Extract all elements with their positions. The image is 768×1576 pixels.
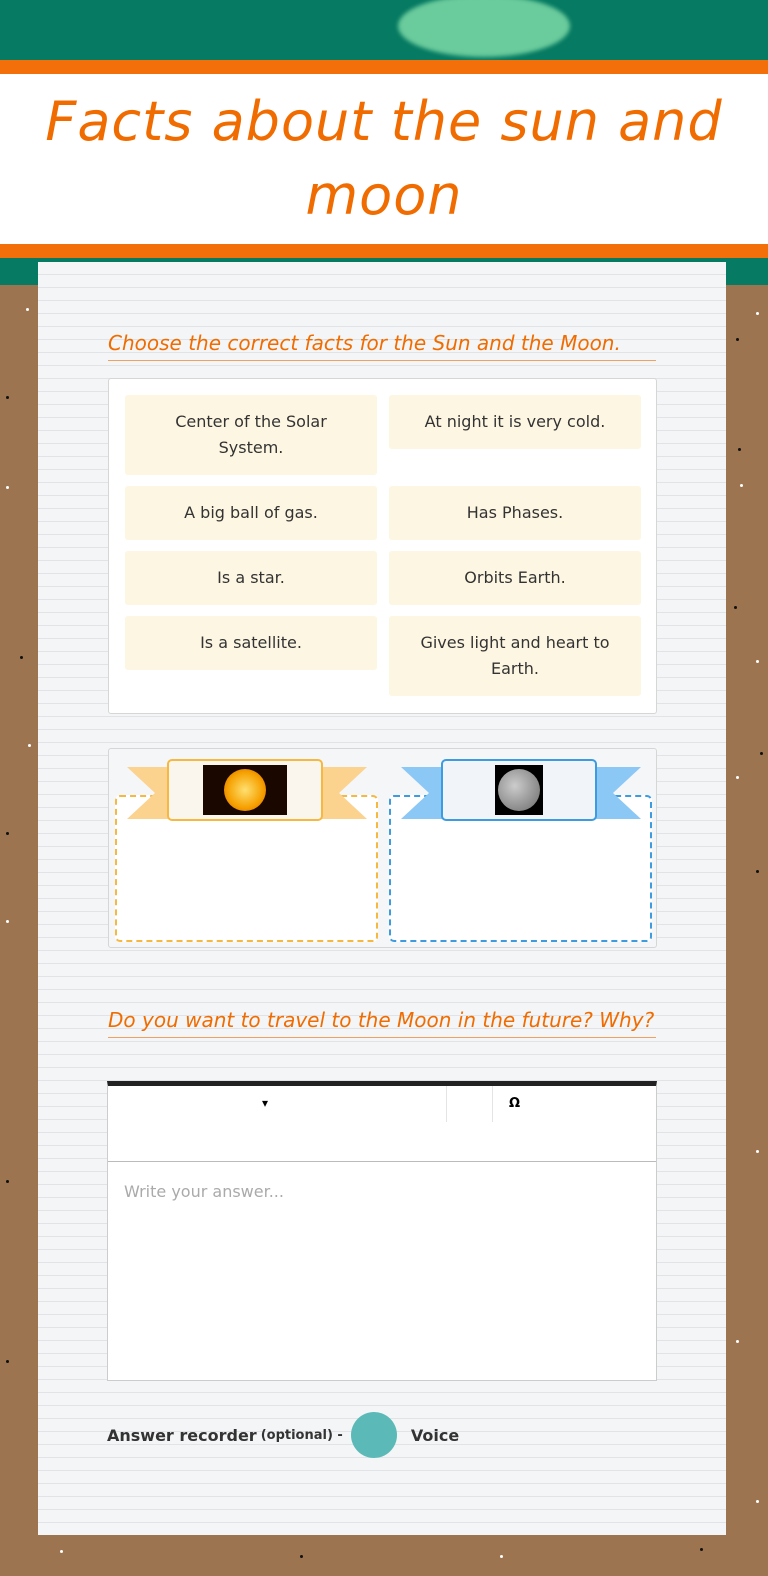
draggable-card[interactable]: Gives light and heart to Earth.	[389, 616, 641, 696]
decorative-dot	[20, 656, 23, 659]
sun-image	[203, 765, 287, 815]
decorative-dot	[756, 1500, 759, 1503]
question-prompt: Choose the correct facts for the Sun and the Moon.	[108, 332, 656, 361]
decorative-dot	[736, 1340, 739, 1343]
recorder-label: Answer recorder	[107, 1425, 257, 1445]
moon-image	[495, 765, 543, 815]
answer-input[interactable]: Write your answer...	[124, 1182, 284, 1201]
moon-category-label	[441, 759, 597, 821]
answer-recorder	[107, 1412, 459, 1458]
draggable-card[interactable]: A big ball of gas.	[125, 486, 377, 540]
decorative-dot	[736, 338, 739, 341]
decorative-dot	[756, 660, 759, 663]
title-box	[0, 74, 768, 244]
decorative-dot	[700, 1548, 703, 1551]
draggable-card[interactable]: Orbits Earth.	[389, 551, 641, 605]
recorder-optional: (optional) -	[260, 1427, 343, 1443]
decorative-dot	[6, 832, 9, 835]
dropdown-arrow-icon[interactable]: ▾	[262, 1096, 269, 1110]
decorative-dot	[738, 448, 741, 451]
decorative-dot	[736, 776, 739, 779]
draggable-card[interactable]: At night it is very cold.	[389, 395, 641, 449]
sun-category-label	[167, 759, 323, 821]
record-button[interactable]	[351, 1412, 397, 1458]
decorative-dot	[6, 486, 9, 489]
decorative-dot	[734, 606, 737, 609]
draggable-card[interactable]: Is a star.	[125, 551, 377, 605]
decorative-dot	[6, 1180, 9, 1183]
decorative-dot	[60, 1550, 63, 1553]
draggable-card[interactable]: Is a satellite.	[125, 616, 377, 670]
decorative-dot	[28, 744, 31, 747]
decorative-dot	[756, 312, 759, 315]
answer-editor	[107, 1081, 657, 1381]
decorative-dot	[6, 1360, 9, 1363]
cards-bank	[108, 378, 657, 714]
decorative-dot	[760, 752, 763, 755]
decorative-dot	[26, 308, 29, 311]
question-prompt: Do you want to travel to the Moon in the future? Why?	[108, 1009, 656, 1038]
page-title: Facts about the sun and moon	[45, 90, 723, 227]
sort-area	[108, 748, 657, 948]
special-character-icon[interactable]: Ω	[509, 1096, 521, 1111]
header-stripe	[0, 60, 768, 74]
header-stripe	[0, 244, 768, 258]
decorative-dot	[740, 484, 743, 487]
decorative-dot	[500, 1555, 503, 1558]
draggable-card[interactable]: Center of the Solar System.	[125, 395, 377, 475]
editor-toolbar	[108, 1086, 656, 1162]
decorative-blob	[398, 0, 570, 57]
voice-label: Voice	[410, 1425, 460, 1445]
decorative-dot	[756, 1150, 759, 1153]
draggable-card[interactable]: Has Phases.	[389, 486, 641, 540]
decorative-dot	[300, 1555, 303, 1558]
decorative-dot	[6, 396, 9, 399]
decorative-dot	[6, 920, 9, 923]
decorative-dot	[756, 870, 759, 873]
